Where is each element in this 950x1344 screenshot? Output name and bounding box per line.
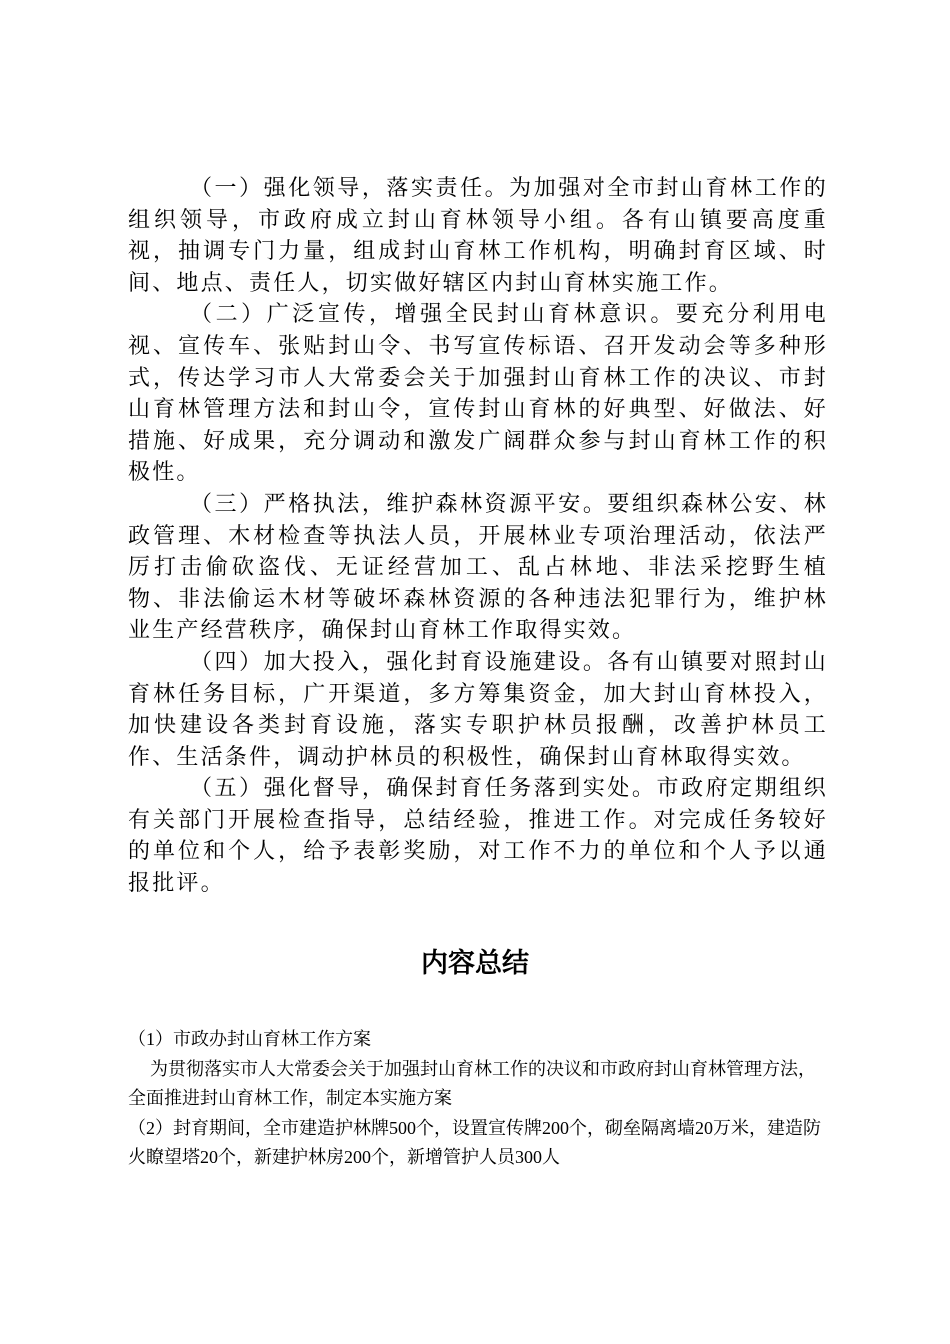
summary-title: 内容总结 [421, 948, 529, 979]
summary-item-2: （2）封育期间，全市建造护林牌500个，设置宣传牌200个，砌垒隔离墙20万米，建造防火瞭望塔20个，新建护林房200个，新增管护人员300人 [128, 1117, 821, 1167]
summary-item-purpose: 为贯彻落实市人大常委会关于加强封山育林工作的决议和市政府封山育林管理方法，全面推进封山育林工作，制定本实施方案 [128, 1058, 816, 1108]
paragraph-publicity: （二）广泛宣传，增强全民封山育林意识。要充分利用电视、宣传车、张贴封山令、书写宣传标语、召开发动会等多种形式，传达学习市人大常委会关于加强封山育林工作的决议、市封山育林管理方法和封山令，宣传封山育林的好典型、好做法、好措施、好成果，充分调动和激发广阔群众参与封山育林工作的积极性。 [128, 302, 828, 486]
paragraph-law-enforcement: （三）严格执法，维护森林资源平安。要组织森林公安、林政管理、木材检查等执法人员，开展林业专项治理活动，依法严厉打击偷砍盗伐、无证经营加工、乱占林地、非法采挖野生植物、非法偷运木材等破坏森林资源的各种违法犯罪行为，维护林业生产经营秩序，确保封山育林工作取得实效。 [128, 491, 828, 644]
summary-item-1: （1）市政办封山育林工作方案 [128, 1029, 371, 1049]
paragraph-strengthen-leadership: （一）强化领导，落实责任。为加强对全市封山育林工作的组织领导，市政府成立封山育林领导小组。各有山镇要高度重视，抽调专门力量，组成封山育林工作机构，明确封育区域、时间、地点、责任人，切实做好辖区内封山育林实施工作。 [128, 176, 828, 296]
paragraph-investment: （四）加大投入，强化封育设施建设。各有山镇要对照封山育林任务目标，广开渠道，多方筹集资金，加大封山育林投入，加快建设各类封育设施，落实专职护林员报酬，改善护林员工作、生活条件，调动护林员的积极性，确保封山育林取得实效。 [128, 649, 828, 770]
document-body [128, 173, 828, 900]
paragraph-supervision: （五）强化督导，确保封育任务落到实处。市政府定期组织有关部门开展检查指导，总结经验，推进工作。对完成任务较好的单位和个人，给予表彰奖励，对工作不力的单位和个人予以通报批评。 [128, 776, 828, 897]
summary-section [128, 1025, 828, 1173]
